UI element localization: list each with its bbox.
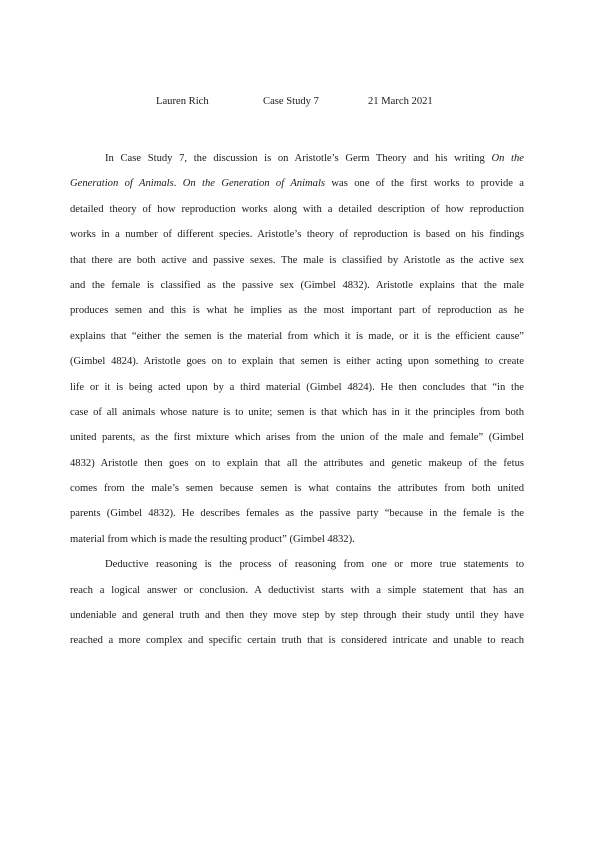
text-line: undeniable and general truth and then they move step by step through their study until they have xyxy=(70,610,524,622)
text-line: parents (Gimbel 4832). He describes females as the passive party “because in the female is the xyxy=(70,508,524,520)
text-line: and the female is classified as the passive sex (Gimbel 4832). Aristotle explains that the male xyxy=(70,279,524,291)
text-line: reached a more complex and specific certain truth that is considered intricate and unable to reach xyxy=(70,635,524,647)
text-span: was one of the first works to provide a xyxy=(325,178,524,190)
paragraph-2 xyxy=(70,552,524,654)
text-line xyxy=(70,146,524,171)
italic-title: On the Generation of Animals xyxy=(182,178,326,190)
text-span: . xyxy=(173,178,183,190)
text-line: that there are both active and passive sexes. The male is classified by Aristotle as the active sex xyxy=(70,254,524,266)
italic-title: Generation of Animals xyxy=(70,178,174,190)
text-line: (Gimbel 4824). Aristotle goes on to explain that semen is either acting upon something to create xyxy=(70,356,524,368)
document-body xyxy=(70,146,524,654)
text-line: detailed theory of how reproduction works along with a detailed description of how reproduction xyxy=(70,203,524,215)
italic-title: On the xyxy=(491,153,524,164)
text-line: comes from the male’s semen because semen is what contains the attributes from both united xyxy=(70,483,524,495)
text-line: life or it is being acted upon by a third material (Gimbel 4824). He then concludes that “in the xyxy=(70,381,524,393)
page-header xyxy=(0,96,595,110)
text-line: Deductive reasoning is the process of reasoning from one or more true statements to xyxy=(105,559,524,571)
text-line: reach a logical answer or conclusion. A deductivist starts with a simple statement that has an xyxy=(70,584,524,596)
text-line: material from which is made the resulting product” (Gimbel 4832). xyxy=(70,533,355,545)
document-date: 21 March 2021 xyxy=(368,96,433,107)
text-line: case of all animals whose nature is to unite; semen is that which has in it the principles from both xyxy=(70,406,524,418)
text-line: explains that “either the semen is the material from which it is made, or it is the efficient cause” xyxy=(70,330,524,342)
text-line: works in a number of different species. Aristotle’s theory of reproduction is based on his findings xyxy=(70,229,524,241)
text-span: In Case Study 7, the discussion is on Aristotle’s Germ Theory and his writing xyxy=(105,153,492,164)
text-line: united parents, as the first mixture which arises from the union of the male and female” (Gimbel xyxy=(70,432,524,444)
paragraph-1 xyxy=(70,146,524,552)
text-line: produces semen and this is what he implies as the most important part of reproduction as he xyxy=(70,305,524,317)
text-line: 4832) Aristotle then goes on to explain that all the attributes and genetic makeup of the fetus xyxy=(70,457,524,469)
author-name: Lauren Rich xyxy=(156,96,209,107)
document-title: Case Study 7 xyxy=(263,96,319,107)
text-line xyxy=(70,171,524,196)
